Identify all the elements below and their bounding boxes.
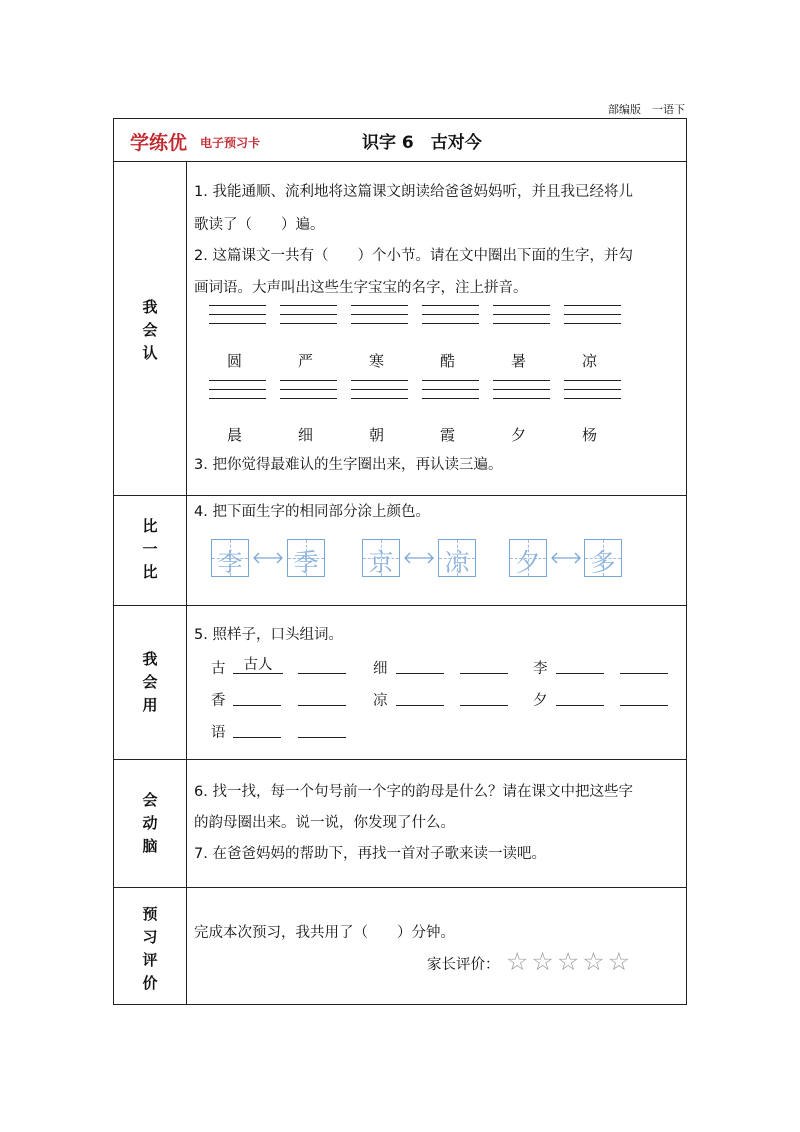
rating-label: 家长评价： xyxy=(427,957,500,973)
section-label-review: 预 习 评 价 xyxy=(142,905,158,992)
character-box[interactable]: 夕 xyxy=(509,539,547,577)
pinyin-lines[interactable] xyxy=(280,380,337,407)
question-2-line-2: 画词语。大声叫出这些生字宝宝的名字，注上拼音。 xyxy=(194,280,528,296)
question-1-line-2: 歌读了（ ）遍。 xyxy=(194,217,325,233)
character-box[interactable]: 凉 xyxy=(438,539,476,577)
character: 杨 xyxy=(581,426,597,444)
character: 晨 xyxy=(226,426,242,444)
character-box[interactable]: 李 xyxy=(211,539,249,577)
character: 严 xyxy=(297,352,313,370)
character: 暑 xyxy=(510,352,526,370)
character-box[interactable]: 京 xyxy=(362,539,400,577)
pinyin-lines[interactable] xyxy=(422,305,479,332)
character: 凉 xyxy=(581,352,597,370)
pinyin-lines[interactable] xyxy=(493,305,550,332)
pinyin-lines[interactable] xyxy=(280,305,337,332)
preview-card xyxy=(113,118,687,1005)
column-divider xyxy=(186,161,187,1004)
question-7: 7. 在爸爸妈妈的帮助下，再找一首对子歌来读一读吧。 xyxy=(194,846,546,862)
example-answer: 古人 xyxy=(233,657,283,674)
pinyin-lines[interactable] xyxy=(422,380,479,407)
answer-blank[interactable] xyxy=(298,689,346,706)
word-prompt: 夕 xyxy=(533,693,548,709)
character-box[interactable]: 季 xyxy=(287,539,325,577)
question-3: 3. 把你觉得最难认的生字圈出来，再认读三遍。 xyxy=(194,457,503,473)
question-6-line-1: 6. 找一找，每一个句号前一个字的韵母是什么？请在课文中把这些字 xyxy=(194,784,633,800)
pinyin-lines[interactable] xyxy=(351,305,408,332)
answer-blank[interactable] xyxy=(396,657,444,674)
answer-blank[interactable] xyxy=(396,689,444,706)
character: 霞 xyxy=(439,426,455,444)
divider xyxy=(114,605,686,606)
lesson-title: 识字 6 古对今 xyxy=(362,133,482,153)
section-label-compare: 比 一 比 xyxy=(142,517,158,581)
question-2-line-1: 2. 这篇课文一共有（ ）个小节。请在文中圈出下面的生字，并勾 xyxy=(194,248,633,264)
divider xyxy=(114,759,686,760)
answer-blank[interactable] xyxy=(556,689,604,706)
character: 细 xyxy=(297,426,313,444)
word-prompt: 凉 xyxy=(373,693,388,709)
rating-stars[interactable]: ☆☆☆☆☆ xyxy=(506,947,634,976)
character: 朝 xyxy=(368,426,384,444)
pinyin-lines[interactable] xyxy=(493,380,550,407)
answer-blank[interactable] xyxy=(620,689,668,706)
pinyin-lines[interactable] xyxy=(564,380,621,407)
double-arrow-icon xyxy=(253,552,283,564)
edition-label: 部编版 一语下 xyxy=(608,103,685,116)
review-text: 完成本次预习，我共用了（ ）分钟。 xyxy=(194,925,455,941)
word-prompt: 香 xyxy=(211,693,226,709)
brand-subtitle: 电子预习卡 xyxy=(200,136,261,150)
word-prompt: 古 xyxy=(211,661,226,677)
answer-blank[interactable] xyxy=(460,657,508,674)
answer-blank[interactable] xyxy=(233,721,281,738)
answer-blank[interactable] xyxy=(556,657,604,674)
divider xyxy=(114,161,686,162)
pinyin-lines[interactable] xyxy=(209,305,266,332)
answer-blank[interactable] xyxy=(620,657,668,674)
pinyin-lines[interactable] xyxy=(564,305,621,332)
character: 寒 xyxy=(368,352,384,370)
question-4: 4. 把下面生字的相同部分涂上颜色。 xyxy=(194,504,430,520)
answer-blank[interactable] xyxy=(298,657,346,674)
section-label-recognize: 我 会 认 xyxy=(142,298,158,362)
word-prompt: 语 xyxy=(211,725,226,741)
character-box[interactable]: 多 xyxy=(584,539,622,577)
pinyin-lines[interactable] xyxy=(351,380,408,407)
double-arrow-icon xyxy=(404,552,434,564)
section-label-use: 我 会 用 xyxy=(142,650,158,714)
divider xyxy=(114,887,686,888)
character: 酷 xyxy=(439,352,455,370)
word-prompt: 细 xyxy=(373,661,388,677)
section-label-think: 会 动 脑 xyxy=(142,791,158,855)
question-1-line-1: 1. 我能通顺、流利地将这篇课文朗读给爸爸妈妈听，并且我已经将儿 xyxy=(194,184,633,200)
character: 圆 xyxy=(226,352,242,370)
question-6-line-2: 的韵母圈出来。说一说，你发现了什么。 xyxy=(194,815,455,831)
character: 夕 xyxy=(510,426,526,444)
answer-blank[interactable] xyxy=(233,689,281,706)
brand-name: 学练优 xyxy=(130,132,188,154)
pinyin-lines[interactable] xyxy=(209,380,266,407)
answer-blank[interactable] xyxy=(298,721,346,738)
answer-blank[interactable] xyxy=(460,689,508,706)
question-5: 5. 照样子，口头组词。 xyxy=(194,627,343,643)
word-prompt: 李 xyxy=(533,661,548,677)
double-arrow-icon xyxy=(551,552,581,564)
